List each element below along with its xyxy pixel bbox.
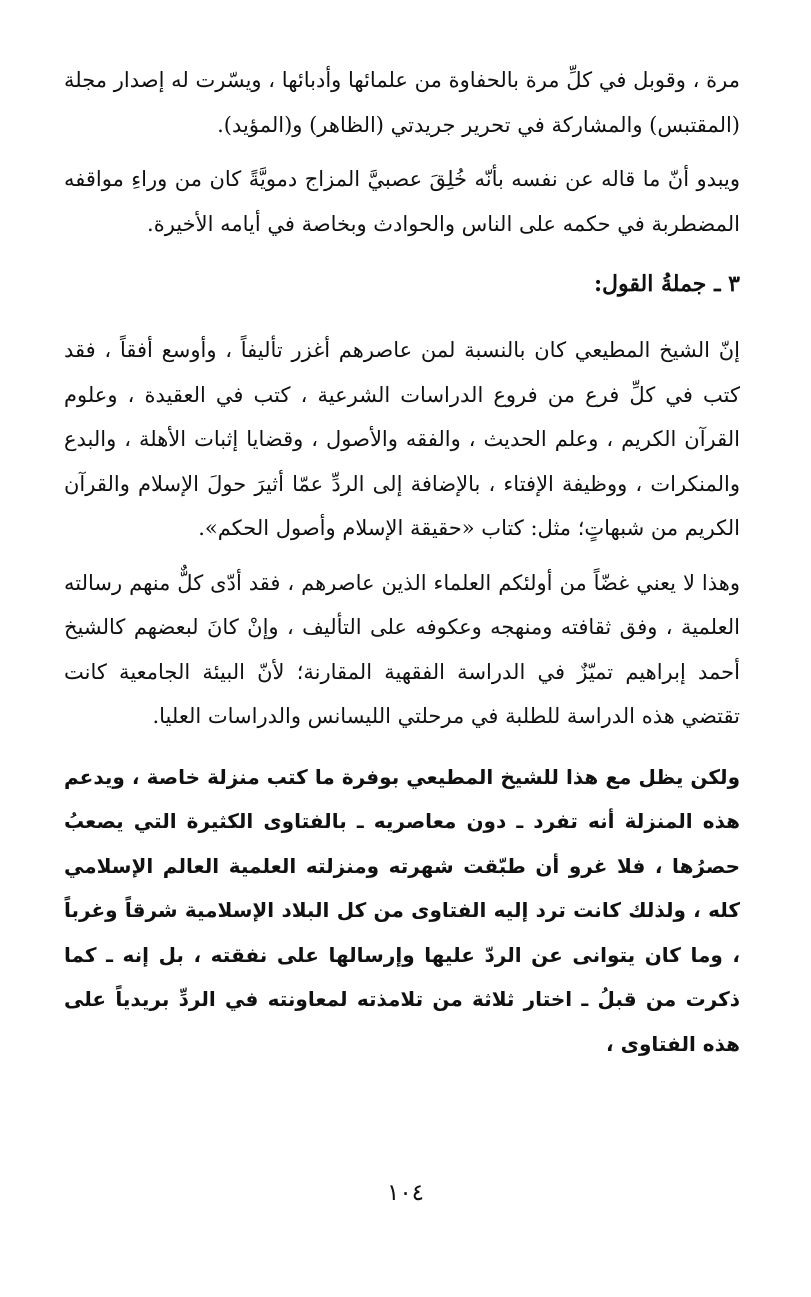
paragraph-5: ولكن يظل مع هذا للشيخ المطيعي بوفرة ما كتب منزلة خاصة ، ويدعم هذه المنزلة أنه تفرد ـ دون معاصريه ـ بالفتاوى الكثيرة التي يصعبُ حصرُها ، فلا غرو أن طبّقت شهرته ومنزلته العلمية العالم الإسلامي كله ، ولذلك كانت ترد إليه الفتاوى من كل البلاد الإسلامية شرقاً وغرباً ، وما كان يتوانى عن الردّ عليها وإرسالها على نفقته ، بل إنه ـ كما ذكرت من قبلُ ـ اختار ثلاثة من تلامذته لمعاونته في الردِّ بريدياً على هذه الفتاوى ، — [64, 764, 740, 1056]
paragraph-3: إنّ الشيخ المطيعي كان بالنسبة لمن عاصرهم أغزر تأليفاً ، وأوسع أفقاً ، فقد كتب في كلِّ فرع من فروع الدراسات الشرعية ، كتب في العقيدة ، وعلوم القرآن الكريم ، وعلم الحديث ، والفقه والأصول ، وقضايا إثبات الأهلة ، والبدع والمنكرات ، ووظيفة الإفتاء ، بالإضافة إلى الردِّ عمّا أثيرَ حولَ الإسلام والقرآن الكريم من شبهاتٍ؛ مثل: كتاب «حقيقة الإسلام وأصول الحكم». — [64, 338, 740, 540]
page-body — [64, 58, 740, 1258]
paragraph-1: مرة ، وقوبل في كلِّ مرة بالحفاوة من علمائها وأدبائها ، ويسّرت له إصدار مجلة (المقتبس) والمشاركة في تحرير جريدتي (الظاهر) و(المؤيد). — [64, 68, 740, 137]
page-number: ١٠٤ — [386, 1180, 425, 1206]
section-heading: ٣ ـ جملةُ القول: — [593, 271, 740, 297]
paragraph-4: وهذا لا يعني غضّاً من أولئكم العلماء الذين عاصرهم ، فقد أدّى كلٌّ منهم رسالته العلمية ، وفق ثقافته ومنهجه وعكوفه على التأليف ، وإنْ كانَ لبعضهم كالشيخ أحمد إبراهيم تميّزٌ في الدراسة الفقهية المقارنة؛ لأنّ البيئة الجامعية كانت تقتضي هذه الدراسة للطلبة في مرحلتي الليسانس والدراسات العليا. — [64, 570, 740, 728]
paragraph-2: ويبدو أنّ ما قاله عن نفسه بأنّه خُلِقَ عصبيَّ المزاج دمويَّةً كان من وراءِ مواقفه المضطربة في حكمه على الناس والحوادث وبخاصة في أيامه الأخيرة. — [64, 167, 740, 236]
